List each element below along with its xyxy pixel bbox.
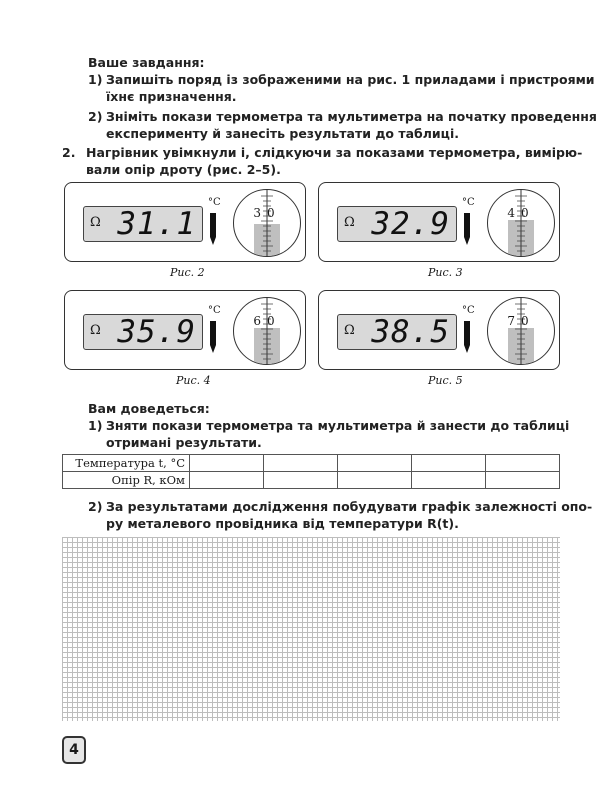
thermometer-scale-icon [234,298,300,364]
task-1-line1: Запишіть поряд із зображеними на рис. 1 приладами і пристроями [106,72,595,87]
task-2-line1: Зніміть покази термометра та мультиметра на початку проведення [106,109,597,124]
table-cell[interactable] [264,455,338,472]
celsius-label: °C [208,197,221,208]
task-1-num: 1) [88,72,103,87]
table-cell[interactable] [264,472,338,489]
todo-2-line1: За результатами дослідження побудувати графік залежності опо- [106,499,593,514]
multimeter-display [83,206,203,242]
page-number: 4 [62,736,86,764]
thermometer-scale-icon [488,190,554,256]
thermometer-probe-icon [210,321,216,353]
todo-2-line2: ру металевого провідника від температури R(t). [106,516,459,531]
ohm-symbol: Ω [90,323,101,338]
figure-2-caption: Рис. 2 [170,266,205,279]
ohm-symbol: Ω [344,323,355,338]
table-cell[interactable] [338,472,412,489]
row-header-temperature: Температура t, °C [63,455,190,472]
table-cell[interactable] [486,472,560,489]
lens-digits: 70 [507,314,535,328]
magnifier-lens [233,297,301,365]
magnifier-lens [233,189,301,257]
todo-2-num: 2) [88,499,103,514]
figure-3-panel [318,182,560,262]
row-header-resistance: Опір R, кОм [63,472,190,489]
table-row [63,472,560,489]
table-cell[interactable] [412,472,486,489]
figure-5-caption: Рис. 5 [428,374,463,387]
celsius-label: °C [462,197,475,208]
ohm-symbol: Ω [90,215,101,230]
item-2-line2: вали опір дроту (рис. 2–5). [86,162,281,177]
table-cell[interactable] [412,455,486,472]
task-2-line2: експерименту й занесіть результати до таблиці. [106,126,459,141]
magnifier-lens [487,189,555,257]
figure-4-panel [64,290,306,370]
lens-digits: 60 [253,314,281,328]
table-cell[interactable] [486,455,560,472]
table-row [63,455,560,472]
lens-digits: 40 [507,206,535,220]
task-1-line2: їхнє призначення. [106,89,237,104]
multimeter-reading: 32.9 [371,206,450,242]
todo-1-num: 1) [88,418,103,433]
task-2-num: 2) [88,109,103,124]
multimeter-reading: 35.9 [117,314,196,350]
graph-paper-area[interactable] [62,537,560,721]
item-2-num: 2. [62,145,76,160]
task-header: Ваше завдання: [88,55,205,70]
thermometer-scale-icon [488,298,554,364]
multimeter-reading: 38.5 [371,314,450,350]
ohm-symbol: Ω [344,215,355,230]
celsius-label: °C [462,305,475,316]
thermometer-probe-icon [464,213,470,245]
figure-5-panel [318,290,560,370]
figure-2-panel [64,182,306,262]
thermometer-scale-icon [234,190,300,256]
thermometer-probe-icon [464,321,470,353]
multimeter-reading: 31.1 [117,206,196,242]
lens-digits: 30 [253,206,281,220]
magnifier-lens [487,297,555,365]
todo-1-line2: отримані результати. [106,435,262,450]
todo-header: Вам доведеться: [88,401,210,416]
multimeter-display [83,314,203,350]
multimeter-display [337,314,457,350]
figure-3-caption: Рис. 3 [428,266,463,279]
multimeter-display [337,206,457,242]
table-cell[interactable] [190,472,264,489]
results-table [62,454,560,489]
item-2-line1: Нагрівник увімкнули і, слідкуючи за показами термометра, вимірю- [86,145,583,160]
thermometer-probe-icon [210,213,216,245]
table-cell[interactable] [338,455,412,472]
figure-4-caption: Рис. 4 [176,374,211,387]
todo-1-line1: Зняти покази термометра та мультиметра й занести до таблиці [106,418,570,433]
celsius-label: °C [208,305,221,316]
table-cell[interactable] [190,455,264,472]
